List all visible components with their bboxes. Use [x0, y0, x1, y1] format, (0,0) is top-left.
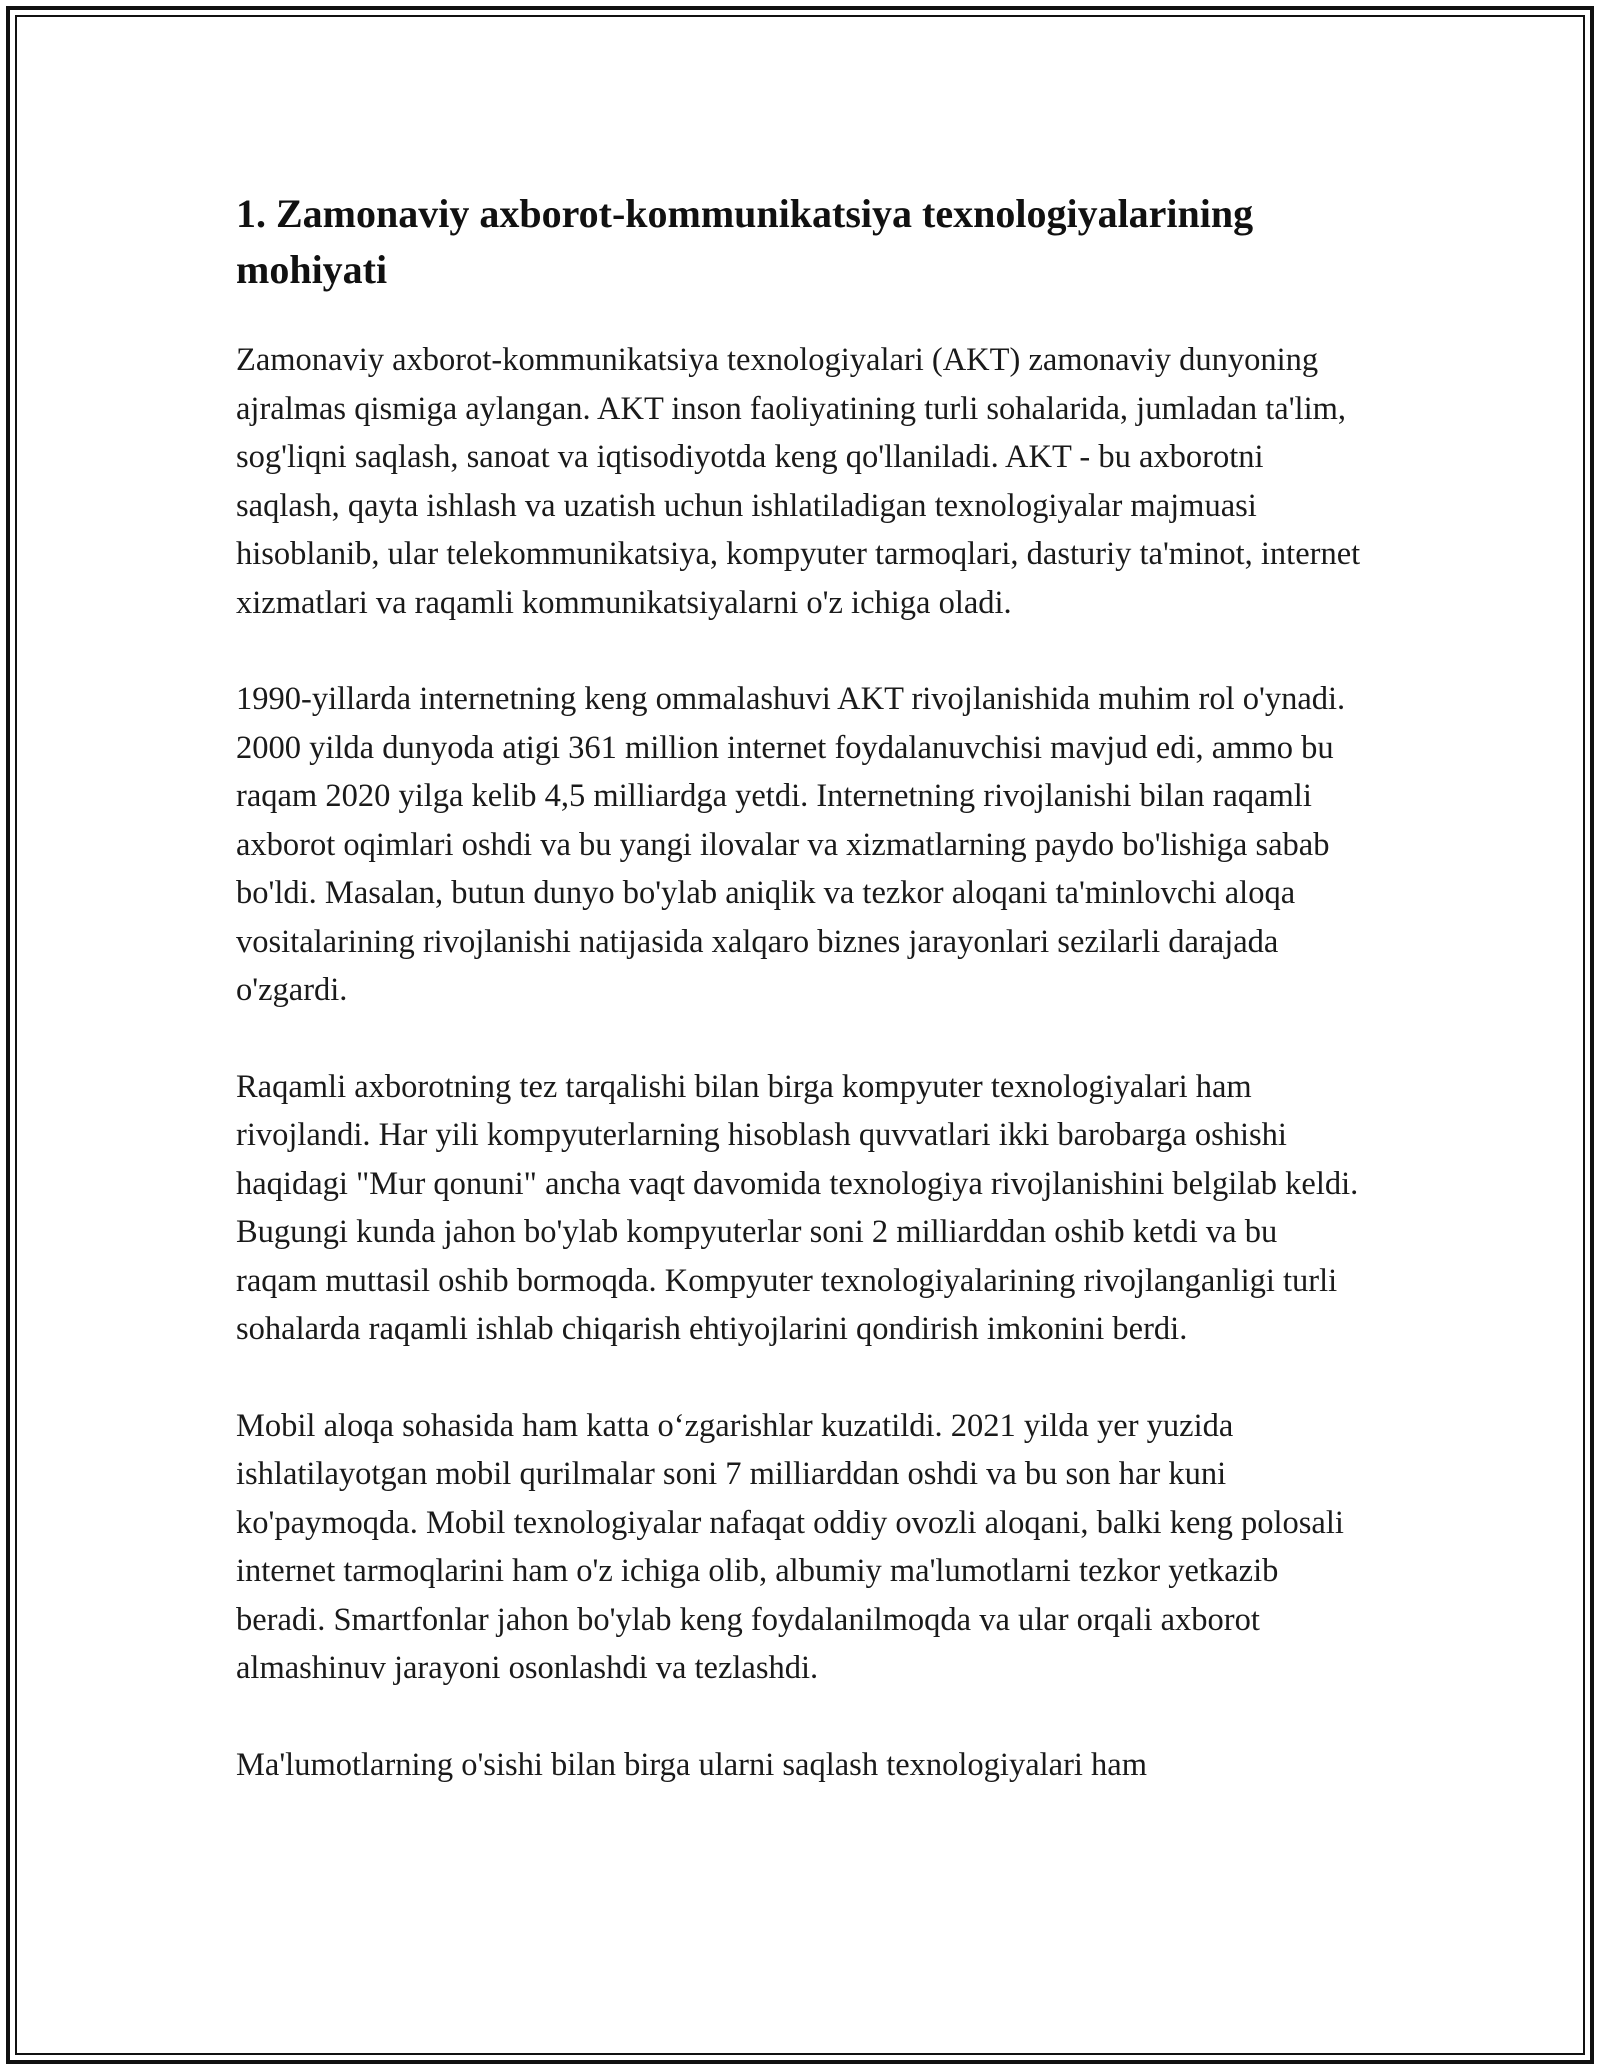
paragraph-internet-growth: 1990-yillarda internetning keng ommalashuvi AKT rivojlanishida muhim rol o'ynadi. 2000 yilda dunyoda atigi 361 million internet foydalanuvchisi mavjud edi, ammo bu raqam 2020 yilga kelib 4,5 milliardga yetdi. Internetning rivojlanishi bilan raqamli axborot oqimlari oshdi va bu yangi ilovalar va xizmatlarning paydo bo'lishiga sabab bo'ldi. Masalan, butun dunyo bo'ylab aniqlik va tezkor aloqani ta'minlovchi aloqa vositalarining rivojlanishi natijasida xalqaro biznes jarayonlari sezilarli darajada o'zgardi.: [236, 681, 1346, 1008]
section-heading: 1. Zamonaviy axborot-kommunikatsiya texnologiyalarining mohiyati: [236, 191, 1254, 292]
paragraph-mobile-communication: Mobil aloqa sohasida ham katta o‘zgarishlar kuzatildi. 2021 yilda yer yuzida ishlatilayotgan mobil qurilmalar soni 7 milliarddan oshdi va bu son har kuni ko'paymoqda. Mobil texnologiyalar nafaqat oddiy ovozli aloqani, balki keng polosali internet tarmoqlarini ham o'z ichiga olib, albumiy ma'lumotlarni tezkor yetkazib beradi. Smartfonlar jahon bo'ylab keng foydalanilmoqda va ular orqali axborot almashinuv jarayoni osonlashdi va tezlashdi.: [236, 1407, 1344, 1686]
paragraph-ict-definition: Zamonaviy axborot-kommunikatsiya texnologiyalari (AKT) zamonaviy dunyoning ajralmas qismiga aylangan. AKT inson faoliyatining turli sohalarida, jumladan ta'lim, sog'liqni saqlash, sanoat va iqtisodiyotda keng qo'llaniladi. AKT - bu axborotni saqlash, qayta ishlash va uzatish uchun ishlatiladigan texnologiyalar majmuasi hisoblanib, ular telekommunikatsiya, kompyuter tarmoqlari, dasturiy ta'minot, internet xizmatlari va raqamli kommunikatsiyalarni o'z ichiga oladi.: [236, 342, 1361, 621]
paragraph-data-storage: Ma'lumotlarning o'sishi bilan birga ularni saqlash texnologiyalari ham: [236, 1746, 1148, 1783]
paragraph-computer-technology: Raqamli axborotning tez tarqalishi bilan birga kompyuter texnologiyalari ham rivojlandi. Har yili kompyuterlarning hisoblash quvvatlari ikki barobarga oshishi haqidagi "Mur qonuni" ancha vaqt davomida texnologiya rivojlanishini belgilab keldi. Bugungi kunda jahon bo'ylab kompyuterlar soni 2 milliarddan oshib ketdi va bu raqam muttasil oshib bormoqda. Kompyuter texnologiyalarining rivojlanganligi turli sohalarda raqamli ishlab chiqarish ehtiyojlarini qondirish imkonini berdi.: [236, 1068, 1359, 1347]
document-body: [236, 186, 1366, 1837]
